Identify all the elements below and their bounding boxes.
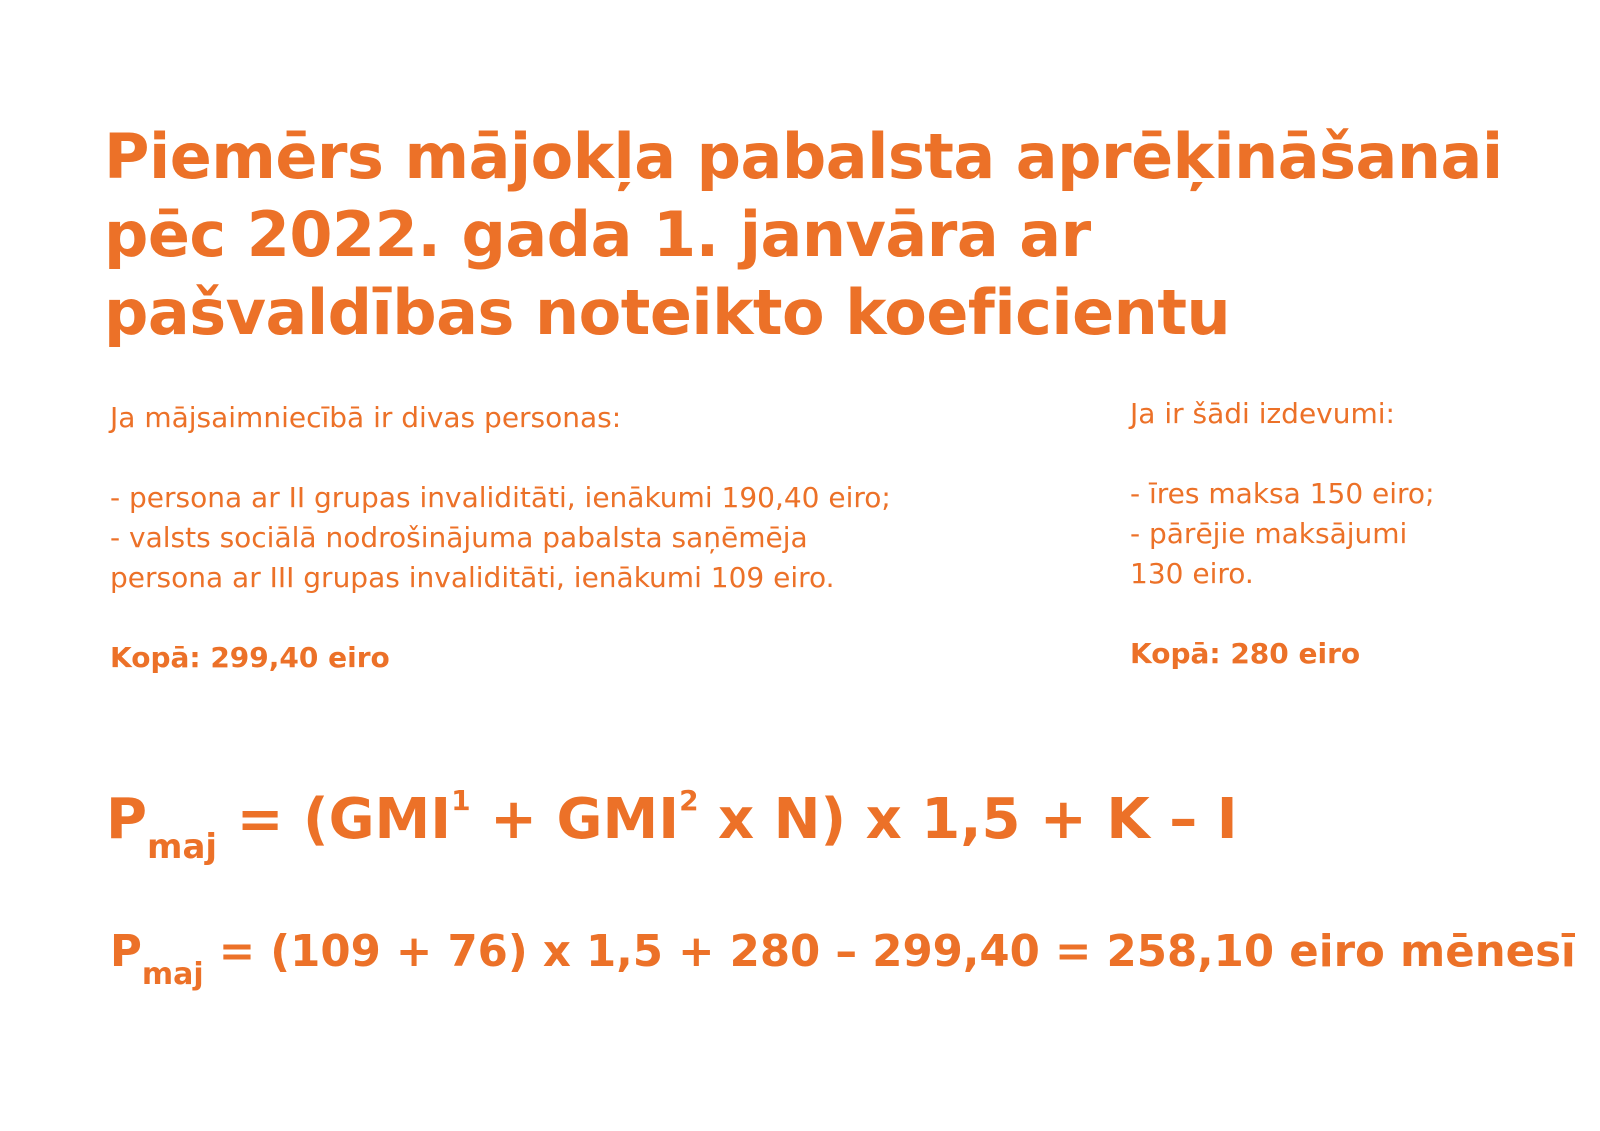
page-title (104, 118, 1564, 352)
formula-part-1: = (GMI (217, 787, 452, 852)
general-formula (106, 780, 1238, 887)
expenses-item-2-line-2: 130 eiro. (1130, 557, 1254, 590)
spacer (110, 438, 1070, 478)
title-line-2: pēc 2022. gada 1. janvāra ar (104, 198, 1091, 271)
expenses-section (1130, 394, 1580, 674)
formula-part-3: x N) x 1,5 + K – I (698, 787, 1238, 852)
formula-superscript-2: 2 (679, 784, 699, 817)
calculation-p: P (110, 927, 142, 977)
household-item-1: - persona ar II grupas invaliditāti, ienākumi 190,40 eiro; (110, 481, 891, 514)
household-item-2-line-1: - valsts sociālā nodrošinājuma pabalsta saņēmēja (110, 521, 808, 554)
expenses-item-1: - īres maksa 150 eiro; (1130, 477, 1435, 510)
formula-superscript-1: 1 (451, 784, 471, 817)
expenses-total: Kopā: 280 eiro (1130, 637, 1361, 670)
household-intro: Ja mājsaimniecībā ir divas personas: (110, 401, 622, 434)
calculation-formula (110, 920, 1576, 1007)
title-line-1: Piemērs mājokļa pabalsta aprēķināšanai (104, 120, 1503, 193)
title-line-3: pašvaldības noteikto koeficientu (104, 276, 1231, 349)
expenses-intro: Ja ir šādi izdevumi: (1130, 397, 1395, 430)
formula-part-2: + GMI (470, 787, 680, 852)
expenses-item-2-line-1: - pārējie maksājumi (1130, 517, 1408, 550)
calculation-subscript: maj (141, 957, 204, 992)
formula-p: P (106, 787, 148, 852)
household-total: Kopā: 299,40 eiro (110, 641, 390, 674)
calculation-expression: = (109 + 76) x 1,5 + 280 – 299,40 = 258,10 eiro mēnesī (203, 927, 1576, 977)
household-section (110, 398, 1070, 678)
spacer (1130, 434, 1580, 474)
household-item-2-line-2: persona ar III grupas invaliditāti, ienākumi 109 eiro. (110, 561, 835, 594)
formula-subscript: maj (147, 827, 218, 867)
